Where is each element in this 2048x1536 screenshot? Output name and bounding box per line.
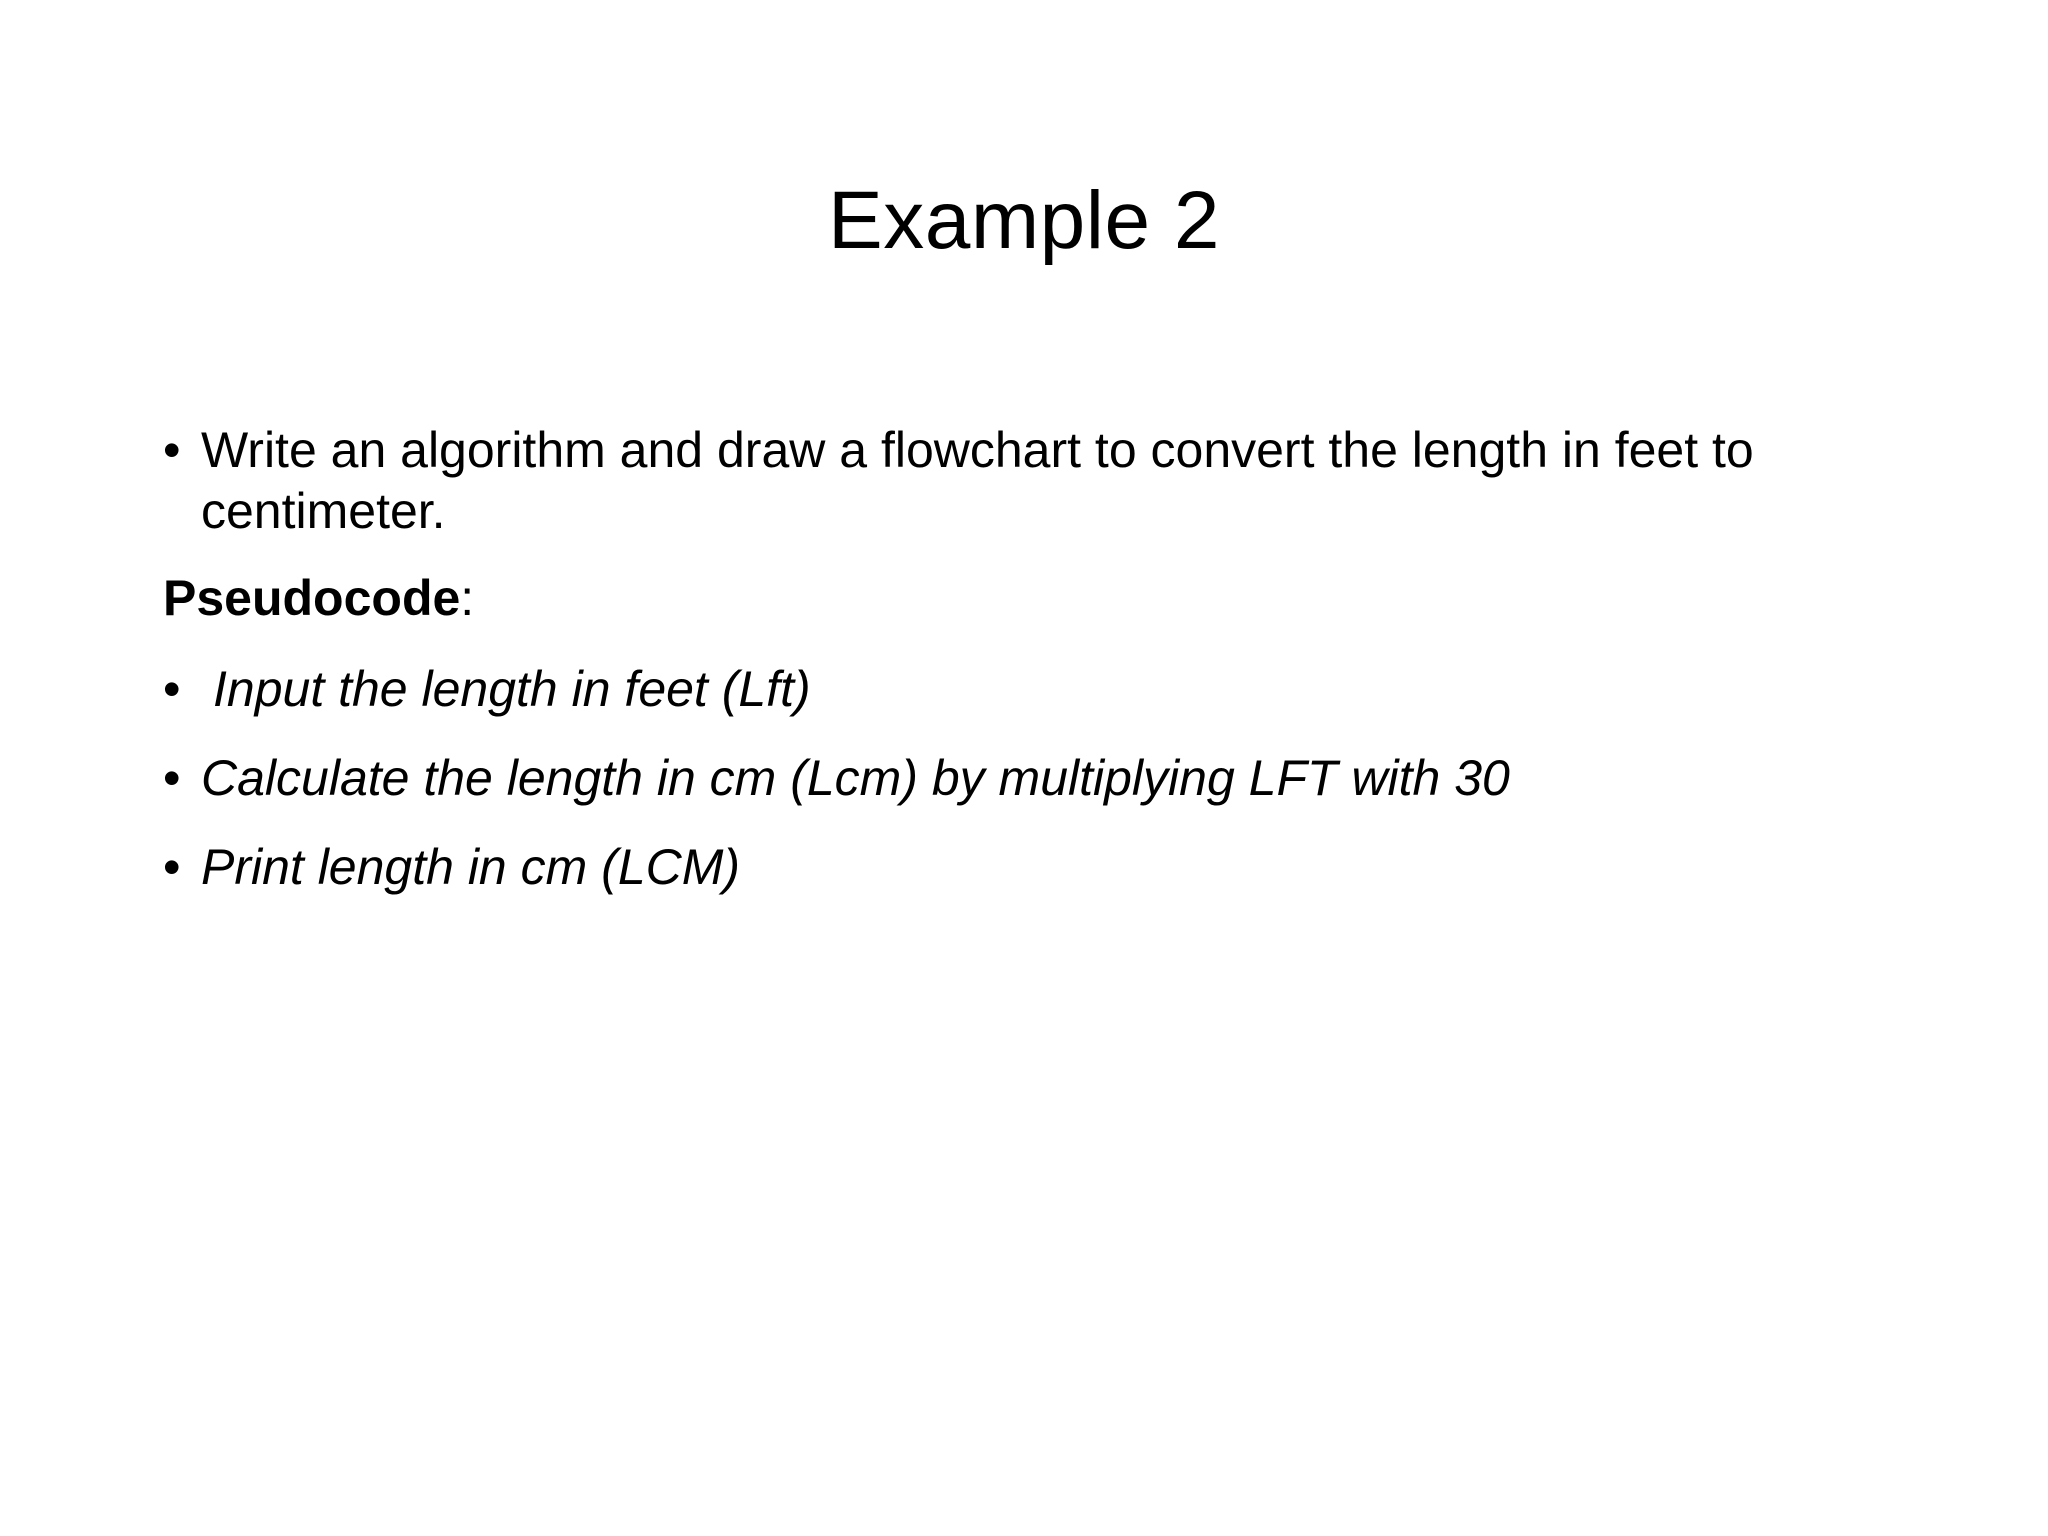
bullet-icon: • bbox=[163, 750, 181, 806]
task-text: Write an algorithm and draw a flowchart to convert the length in feet to centimeter. bbox=[201, 422, 1754, 539]
pseudocode-step-1 bbox=[163, 659, 1923, 720]
slide-content bbox=[163, 420, 1923, 898]
step-text: Input the length in feet (Lft) bbox=[213, 661, 811, 717]
pseudocode-colon: : bbox=[460, 570, 475, 626]
bullet-icon: • bbox=[163, 422, 181, 478]
step-text: Calculate the length in cm (Lcm) by multiplying LFT with 30 bbox=[201, 750, 1510, 806]
pseudocode-label: Pseudocode bbox=[163, 570, 461, 626]
bullet-icon: • bbox=[163, 839, 181, 895]
step-text: Print length in cm (LCM) bbox=[201, 839, 741, 895]
task-bullet bbox=[163, 420, 1923, 542]
slide-title: Example 2 bbox=[828, 175, 1220, 266]
pseudocode-step-3 bbox=[163, 837, 1923, 898]
pseudocode-heading bbox=[163, 568, 1923, 629]
pseudocode-step-2 bbox=[163, 748, 1923, 809]
bullet-icon: • bbox=[163, 661, 181, 717]
